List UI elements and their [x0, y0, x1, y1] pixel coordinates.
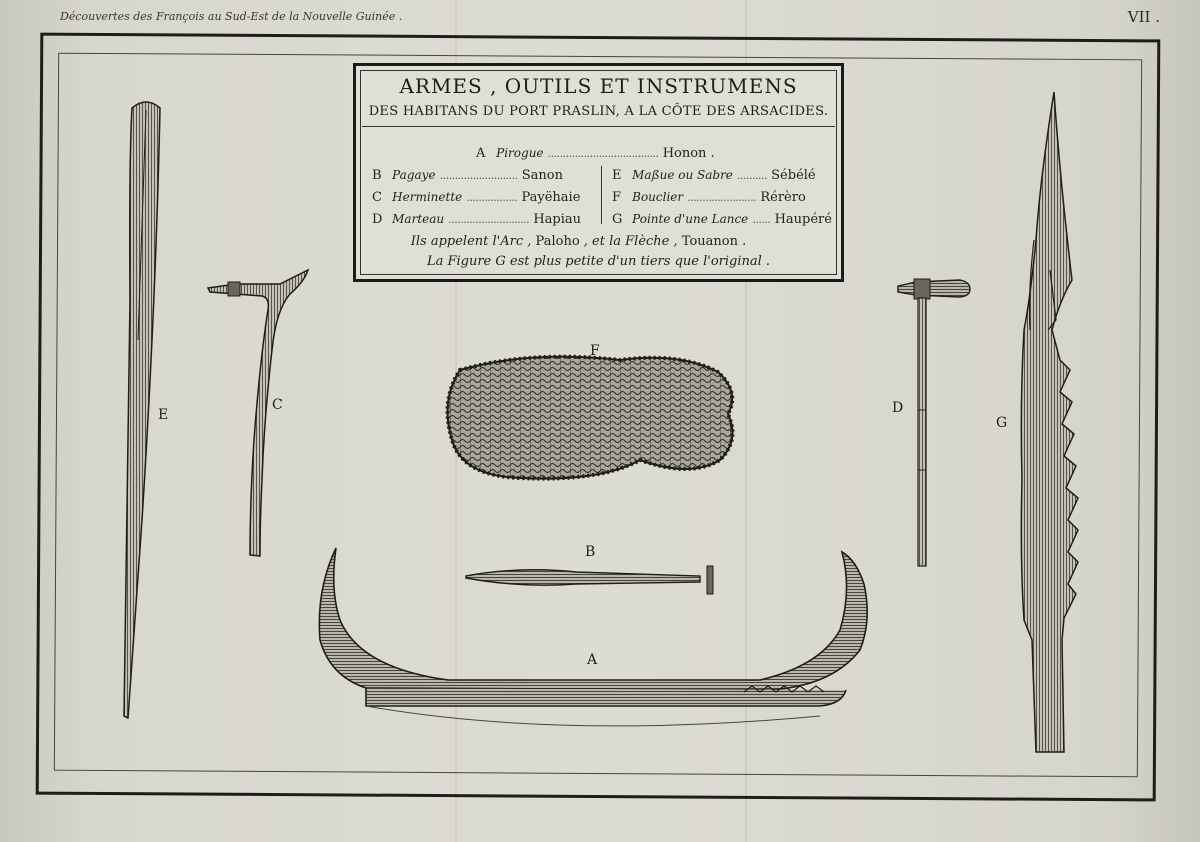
plate-number: VII .	[1127, 8, 1160, 26]
figure-label-g: G	[996, 415, 1008, 431]
legend-entry-a	[476, 146, 715, 161]
legend-letter: G	[612, 212, 623, 227]
legend-french: Pagaye	[392, 168, 436, 182]
note-bow-arrow	[316, 234, 841, 249]
title-cartouche	[353, 63, 844, 282]
legend-native: Haupéré	[774, 212, 832, 227]
note-scale: La Figure G est plus petite d'un tiers que l'original .	[426, 254, 771, 269]
figure-e-club	[124, 102, 160, 718]
legend-letter: A	[476, 146, 486, 161]
leader-dots: .....................................	[547, 147, 659, 160]
legend-column-divider	[601, 166, 602, 224]
legend-native: Honon .	[662, 146, 715, 161]
note-bow-name: Paloho	[535, 234, 580, 249]
legend-letter: E	[612, 168, 622, 183]
title-rule	[362, 126, 835, 127]
legend-entry-b	[372, 168, 563, 183]
legend-native: Hapiau	[533, 212, 582, 227]
plate-title: ARMES , OUTILS ET INSTRUMENS	[399, 74, 798, 98]
leader-dots: ...........................	[448, 213, 530, 226]
legend-entry-c	[372, 190, 580, 205]
legend-entry-g	[612, 212, 832, 227]
legend-letter: C	[372, 190, 382, 205]
figure-g-spear-point	[1021, 92, 1078, 752]
figure-label-d: D	[892, 400, 904, 416]
legend-french: Marteau	[392, 212, 445, 226]
legend-native: Sanon	[521, 168, 563, 183]
leader-dots: ......	[752, 213, 771, 226]
legend-french: Pirogue	[496, 146, 544, 160]
figure-label-f: F	[590, 343, 600, 359]
figure-c-adze	[208, 270, 308, 556]
note-text: Ils appelent l'Arc ,	[410, 234, 532, 249]
note-text: , et la Flèche ,	[583, 234, 678, 249]
legend-french: Bouclier	[632, 190, 684, 204]
legend-native: Rérèro	[760, 190, 806, 205]
legend-native: Payëhaie	[521, 190, 581, 205]
figure-label-e: E	[158, 407, 169, 423]
plate-subtitle: DES HABITANS DU PORT PRASLIN, A LA CÔTE DES ARSACIDES.	[368, 104, 829, 119]
legend-letter: D	[372, 212, 383, 227]
figure-b-paddle	[466, 566, 713, 594]
legend-letter: F	[612, 190, 622, 205]
leader-dots: ..........	[737, 169, 768, 182]
legend-entry-d	[372, 212, 581, 227]
legend-french: Pointe d'une Lance	[632, 212, 749, 226]
leader-dots: .................	[466, 191, 518, 204]
legend-entry-f	[612, 190, 806, 205]
figure-label-c: C	[272, 397, 283, 413]
legend-french: Maßue ou Sabre	[632, 168, 733, 182]
note-arrow-name: Touanon	[681, 234, 738, 249]
leader-dots: .......................	[687, 191, 757, 204]
legend-letter: B	[372, 168, 382, 183]
figure-d-hammer	[898, 279, 970, 566]
legend-entry-e	[612, 168, 816, 183]
legend-french: Herminette	[392, 190, 463, 204]
legend-native: Sébélé	[771, 168, 816, 183]
figure-f-shield	[448, 357, 733, 479]
leader-dots: ..........................	[439, 169, 518, 182]
figure-label-a: A	[587, 652, 598, 668]
note-text: .	[742, 234, 747, 249]
running-head: Découvertes des François au Sud-Est de la Nouvelle Guinée .	[60, 10, 403, 23]
figure-label-b: B	[585, 544, 596, 560]
